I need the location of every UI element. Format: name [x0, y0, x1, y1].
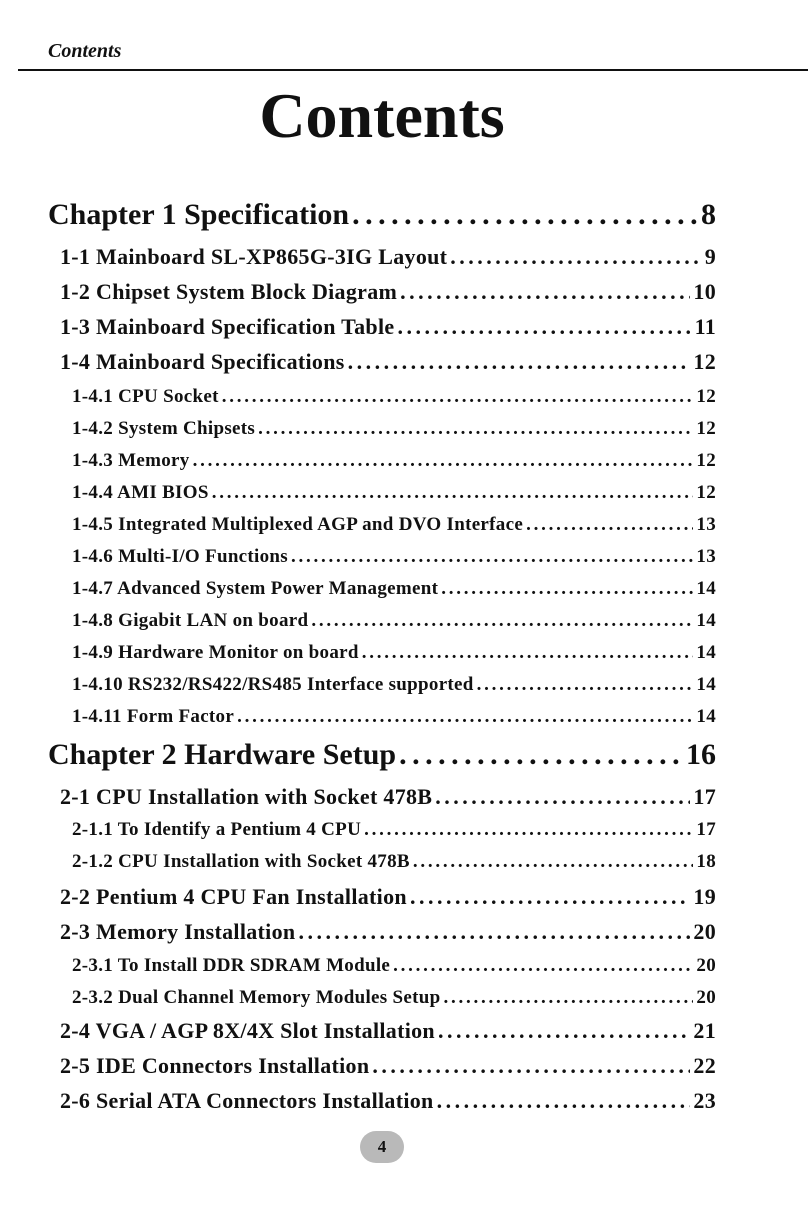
- toc-entry-1-4-5[interactable]: [72, 514, 716, 536]
- toc-entry-page: 19: [693, 884, 716, 909]
- toc-entry-label: Chapter 2 Hardware Setup: [48, 738, 397, 771]
- toc-entry-label: 2-6 Serial ATA Connectors Installation: [60, 1088, 434, 1113]
- toc-entry-page: 14: [696, 706, 716, 727]
- toc-entry-page: 14: [696, 674, 716, 695]
- toc-entry-label: 1-4 Mainboard Specifications: [60, 349, 345, 374]
- toc-entry-1-4-7[interactable]: [72, 578, 716, 600]
- toc-entry-label: 2-5 IDE Connectors Installation: [60, 1053, 370, 1078]
- toc-entry-2-1-1[interactable]: [72, 819, 716, 841]
- toc-entry-page: 8: [701, 198, 716, 231]
- toc-entry-label: 1-1 Mainboard SL-XP865G-3IG Layout: [60, 244, 448, 269]
- toc-entry-1-4-11[interactable]: [72, 706, 716, 728]
- toc-entry-1-4-1[interactable]: [72, 386, 716, 408]
- dot-leader: [413, 851, 694, 873]
- toc-entry-label: 1-4.11 Form Factor: [72, 706, 235, 727]
- toc-entry-1-4[interactable]: [60, 349, 716, 375]
- dot-leader: [444, 987, 694, 1009]
- dot-leader: [291, 546, 693, 568]
- page-title: Contents: [259, 80, 505, 151]
- dot-leader: [441, 578, 693, 600]
- toc-entry-label: 1-4.9 Hardware Monitor on board: [72, 642, 359, 663]
- toc-entry-page: 12: [696, 418, 716, 439]
- toc-entry-page: 17: [693, 784, 716, 809]
- toc-entry-page: 22: [693, 1053, 716, 1078]
- toc-entry-page: 14: [696, 642, 716, 663]
- toc-entry-2-3-2[interactable]: [72, 987, 716, 1009]
- toc-entry-2-2[interactable]: [60, 884, 716, 910]
- toc-entry-page: 12: [693, 349, 716, 374]
- running-header: Contents: [48, 40, 122, 62]
- toc-entry-page: 18: [696, 851, 716, 872]
- toc-entry-page: 9: [704, 244, 716, 269]
- toc-entry-label: 1-4.2 System Chipsets: [72, 418, 256, 439]
- dot-leader: [222, 386, 694, 408]
- toc-entry-page: 20: [696, 955, 716, 976]
- toc-entry-1-4-10[interactable]: [72, 674, 716, 696]
- toc-entry-1-4-2[interactable]: [72, 418, 716, 440]
- toc-entry-label: 2-3 Memory Installation: [60, 919, 296, 944]
- dot-leader: [348, 349, 691, 375]
- toc-entry-page: 12: [696, 386, 716, 407]
- toc-entry-label: 2-3.2 Dual Channel Memory Modules Setup: [72, 987, 441, 1008]
- toc-entry-label: Chapter 1 Specification: [48, 198, 350, 231]
- dot-leader: [311, 610, 693, 632]
- toc-entry-1-4-8[interactable]: [72, 610, 716, 632]
- dot-leader: [526, 514, 693, 536]
- dot-leader: [435, 784, 690, 810]
- dot-leader: [258, 418, 693, 440]
- dot-leader: [477, 674, 694, 696]
- dot-leader: [237, 706, 693, 728]
- toc-entry-chapter-1[interactable]: [48, 198, 716, 232]
- dot-leader: [410, 884, 690, 910]
- dot-leader: [212, 482, 694, 504]
- toc-entry-page: 11: [694, 314, 716, 339]
- toc-entry-label: 2-3.1 To Install DDR SDRAM Module: [72, 955, 391, 976]
- toc-entry-2-4[interactable]: [60, 1018, 716, 1044]
- toc-entry-2-5[interactable]: [60, 1053, 716, 1079]
- toc-entry-page: 13: [696, 546, 716, 567]
- toc-entry-1-4-6[interactable]: [72, 546, 716, 568]
- toc-entry-label: 1-4.10 RS232/RS422/RS485 Interface supported: [72, 674, 474, 695]
- dot-leader: [393, 955, 693, 977]
- toc-entry-1-2[interactable]: [60, 279, 716, 305]
- toc-entry-label: 1-4.6 Multi-I/O Functions: [72, 546, 288, 567]
- toc-entry-label: 2-1.2 CPU Installation with Socket 478B: [72, 851, 410, 872]
- toc-entry-page: 16: [686, 738, 716, 771]
- header-rule: [18, 69, 808, 71]
- page-number-badge: 4: [360, 1131, 404, 1163]
- dot-leader: [362, 642, 694, 664]
- toc-entry-1-4-3[interactable]: [72, 450, 716, 472]
- toc-entry-page: 23: [693, 1088, 716, 1113]
- dot-leader: [450, 244, 701, 270]
- toc-entry-page: 10: [693, 279, 716, 304]
- toc-entry-2-3-1[interactable]: [72, 955, 716, 977]
- toc-entry-page: 14: [696, 610, 716, 631]
- dot-leader: [397, 314, 691, 340]
- dot-leader: [193, 450, 694, 472]
- toc-entry-label: 1-4.1 CPU Socket: [72, 386, 219, 407]
- toc-entry-label: 2-2 Pentium 4 CPU Fan Installation: [60, 884, 407, 909]
- toc-entry-1-1[interactable]: [60, 244, 716, 270]
- toc-entry-page: 13: [696, 514, 716, 535]
- toc-entry-label: 1-4.8 Gigabit LAN on board: [72, 610, 309, 631]
- toc-entry-page: 12: [696, 482, 716, 503]
- toc-entry-page: 14: [696, 578, 716, 599]
- toc-entry-2-6[interactable]: [60, 1088, 716, 1114]
- dot-leader: [400, 279, 690, 305]
- dot-leader: [364, 819, 693, 841]
- toc-entry-page: 20: [693, 919, 716, 944]
- toc-entry-label: 2-4 VGA / AGP 8X/4X Slot Installation: [60, 1018, 435, 1043]
- toc-entry-page: 21: [693, 1018, 716, 1043]
- toc-entry-page: 12: [696, 450, 716, 471]
- toc-entry-chapter-2[interactable]: [48, 738, 716, 772]
- toc-entry-label: 1-4.5 Integrated Multiplexed AGP and DVO Interface: [72, 514, 524, 535]
- dot-leader: [372, 1053, 690, 1079]
- toc-entry-label: 1-3 Mainboard Specification Table: [60, 314, 395, 339]
- toc-entry-2-1-2[interactable]: [72, 851, 716, 873]
- toc-entry-label: 1-4.4 AMI BIOS: [72, 482, 209, 503]
- dot-leader: [399, 738, 683, 772]
- dot-leader: [437, 1088, 691, 1114]
- toc-entry-1-4-4[interactable]: [72, 482, 716, 504]
- dot-leader: [352, 198, 698, 232]
- toc-entry-page: 20: [696, 987, 716, 1008]
- dot-leader: [298, 919, 690, 945]
- toc-entry-label: 2-1.1 To Identify a Pentium 4 CPU: [72, 819, 362, 840]
- toc-entry-label: 1-2 Chipset System Block Diagram: [60, 279, 398, 304]
- toc-entry-2-1[interactable]: [60, 784, 716, 810]
- toc-entry-label: 1-4.3 Memory: [72, 450, 190, 471]
- dot-leader: [438, 1018, 690, 1044]
- toc-entry-page: 17: [696, 819, 716, 840]
- toc-entry-label: 1-4.7 Advanced System Power Management: [72, 578, 439, 599]
- toc-entry-2-3[interactable]: [60, 919, 716, 945]
- toc-entry-1-3[interactable]: [60, 314, 716, 340]
- toc-entry-label: 2-1 CPU Installation with Socket 478B: [60, 784, 433, 809]
- toc-entry-1-4-9[interactable]: [72, 642, 716, 664]
